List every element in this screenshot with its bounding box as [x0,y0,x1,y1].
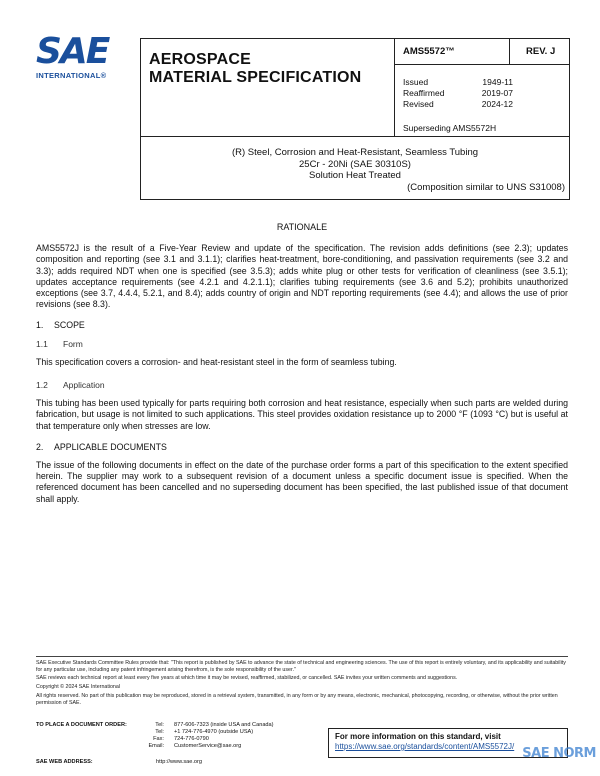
spec-header [140,38,570,137]
rationale-text: AMS5572J is the result of a Five-Year Review and update of the specification. The revision adds definitions (see 2.3); updates composition and reporting (see 3.1 and 3.1.1); clarifies heat-treatment, bore-conditioning, and passivation requirements (see 3.2 and 3.3); adds required NDT when one is specified (see 3.5.3); adds white plug or other tests for verification of cleanliness (see 3.5.1); updates acceptance requirements (see 4.2.1 and 4.2.1.1); clarifies tubing requirements (see 3.6 and 5.2); prohibits unauthorized exceptions (see 3.7, 4.4.4, 5.2.1, and 8.4); adds country of origin and NDT reporting requirements (see 4.4); and allows the use of prior revisions (see 8.3). [36,243,568,310]
date-row [403,77,513,88]
contact-key: Tel: [155,722,164,728]
order-contacts [36,722,274,750]
applicable-documents-text: The issue of the following documents in effect on the date of the purchase order forms a part of this specification to the extent specified herein. The supplier may work to a subsequent revision of a document unless a specific document issue is specified. When the referenced document has been cancelled and no superseding document has been specified, the last published issue of that document shall apply. [36,460,568,504]
date-label: Revised [403,99,434,109]
section-number: 2. [36,441,44,452]
revision-cell [509,39,569,65]
web-label: SAE WEB ADDRESS: [36,759,93,765]
subject-box [140,137,570,200]
date-table [403,77,513,110]
spec-number: AMS5572™ [403,46,455,57]
footer-review: SAE reviews each technical report at least every five years at which time it may be revised, reaffirmed, stabilized, or cancelled. SAE invites your written comments and suggestions. [36,675,458,682]
title-cell [141,39,395,136]
date-row [403,88,513,99]
form-text: This specification covers a corrosion- and heat-resistant steel in the form of seamless tubing. [36,356,397,367]
standard-link[interactable]: https://www.sae.org/standards/content/AMS5572J/ [335,742,515,751]
subject-line-1: (R) Steel, Corrosion and Heat-Resistant, Seamless Tubing [231,147,479,158]
section-title: Application [63,380,105,391]
contact-key: Fax: [153,736,164,742]
contact-value: +1 724-776-4970 (outside USA) [174,729,254,735]
date-label: Reaffirmed [403,88,445,98]
section-heading-application [36,380,568,391]
date-row [403,99,513,110]
section-heading-form [36,339,568,350]
more-info-title: For more information on this standard, visit [335,732,501,741]
sae-logo [36,31,136,80]
subject-line-3: Solution Heat Treated [309,170,401,181]
title-line-2: MATERIAL SPECIFICATION [149,69,362,86]
revision-label: REV. J [526,46,556,57]
watermark [516,746,596,772]
contact-key: Email: [148,743,164,749]
section-heading-scope [36,320,568,331]
legal-footer [36,656,568,708]
logo-mark: SAE [36,31,109,72]
subject-line-2: 25Cr - 20Ni (SAE 30310S) [299,158,411,170]
watermark-text: SAE NORM [522,746,596,761]
spec-number-cell [395,39,569,65]
footer-copyright: Copyright © 2024 SAE International [36,684,120,691]
date-value: 2024-12 [481,99,513,109]
section-heading-applicable-documents [36,442,568,453]
section-title: SCOPE [54,320,85,331]
document-type-title [149,51,361,87]
document-body [36,222,568,505]
web-link[interactable]: http://www.sae.org [156,759,203,765]
subject-composition: (Composition similar to UNS S31008) [407,181,565,193]
section-number: 1.2 [36,380,48,391]
rationale-heading: RATIONALE [276,222,328,232]
application-text: This tubing has been used typically for parts requiring both corrosion and heat resistance, especially when such parts are welded during fabrication, but usage is not limited to such applications. This steel provides oxidation resistance up to 2000 °F (1093 °C) but is useful at that temperature only when stresses are low. [36,398,568,431]
footer-rules: SAE Executive Standards Committee Rules provide that: "This report is published by SAE to advance the state of technical and engineering sciences. The use of this report is entirely voluntary, and its applicability and suitability for any particular use, including any patent infringement arising therefrom, is the sole responsibility of the user." [36,660,566,673]
date-label: Issued [403,77,429,87]
contact-key: Tel: [155,729,164,735]
logo-subtitle: INTERNATIONAL® [36,71,107,80]
superseding-note: Superseding AMS5572H [403,123,497,133]
section-title: APPLICABLE DOCUMENTS [54,441,167,452]
contact-value: 724-776-0790 [174,736,209,742]
section-number: 1.1 [36,338,48,349]
web-address [36,759,202,765]
date-value: 1949-11 [482,77,513,87]
section-number: 1. [36,320,44,331]
footer-rights: All rights reserved. No part of this publication may be reproduced, stored in a retrieval system, transmitted, in any form or by any means, electronic, mechanical, photocopying, recording, or otherwise, without the prior written permission of SAE. [36,692,558,706]
contact-email-link[interactable]: CustomerService@sae.org [174,743,242,749]
date-value: 2019-07 [481,88,513,98]
title-line-1: AEROSPACE [149,51,251,68]
section-title: Form [63,338,83,349]
order-label: TO PLACE A DOCUMENT ORDER: [36,722,127,728]
contact-value: 877-606-7323 (inside USA and Canada) [174,722,274,728]
